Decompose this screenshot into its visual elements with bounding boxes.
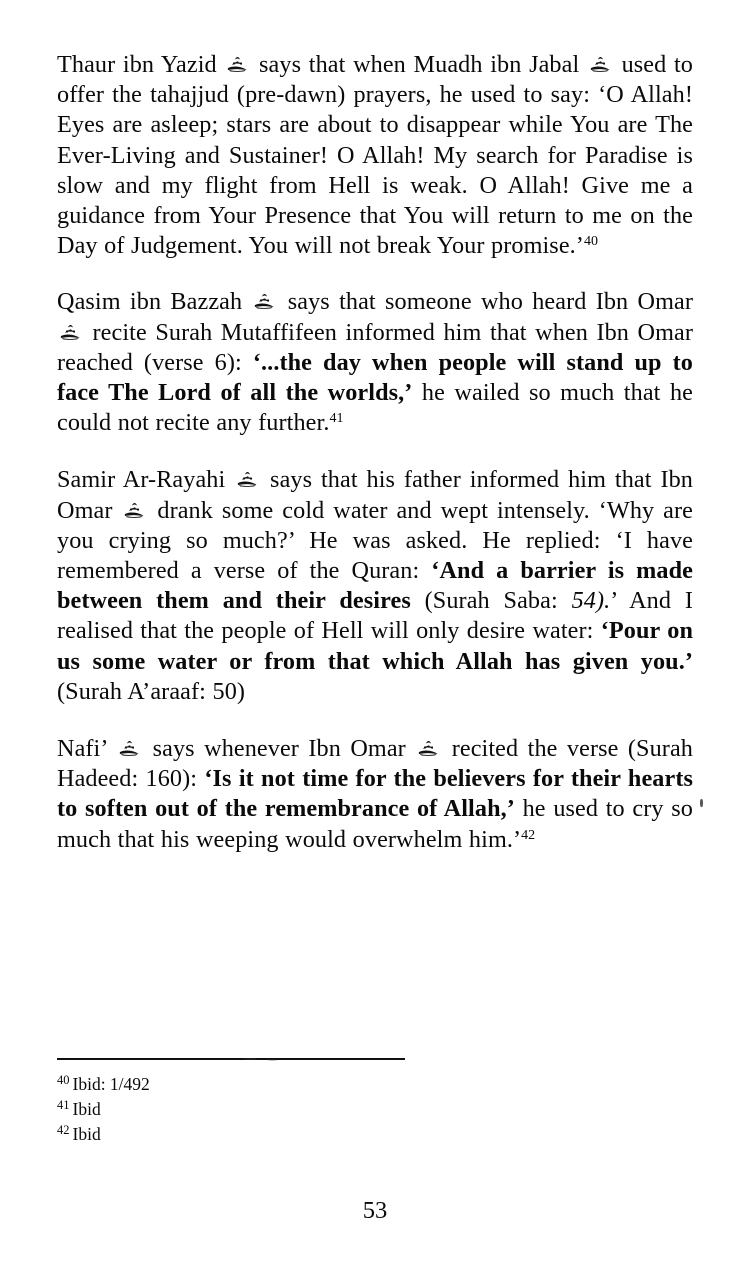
footnote-marker: 40 <box>57 1073 70 1087</box>
quran-quote-bold: ‘Pour on us some water or from that which Allah has given you.’ <box>57 617 693 675</box>
paragraph-nafi <box>57 734 693 855</box>
quran-quote-bold: ‘...the day when people will stand up to face The Lord of all the worlds,’ <box>57 348 693 407</box>
footnote-reference-42: 42 <box>521 827 536 843</box>
text-run: he wailed so much that he could not recite any further. <box>57 379 693 437</box>
radiyallahu-anhu-glyph-icon <box>122 501 147 521</box>
page-text-body <box>57 50 693 855</box>
text-run: recite Surah Mutaffifeen informed him that when Ibn Omar reached (verse 6): <box>57 318 693 376</box>
paragraph-thaur-ibn-yazid <box>57 50 693 261</box>
text-run: says that when Muadh ibn Jabal <box>251 51 587 78</box>
text-run: says whenever Ibn Omar <box>143 735 416 763</box>
radiyallahu-anhu-glyph-icon <box>58 323 83 343</box>
radiyallahu-anhu-glyph-icon <box>252 292 277 312</box>
radiyallahu-anhu-glyph-icon <box>235 470 260 490</box>
scan-speck <box>268 1059 277 1061</box>
text-run: used to offer the tahajjud (pre-dawn) prayers, he used to say: ‘O Allah! Eyes are asleep; stars are about to disappear while You are The Ever-Living and Sustainer! O Allah! My search for Paradise is slow and my flight from Hell is weak. O Allah! Give me a guidance from Your Presence that You will return to me on the Day of Judgement. You will not break Your promise.’ <box>57 51 693 260</box>
text-run: says that his father informed him that Ibn Omar <box>57 466 693 524</box>
radiyallahu-anhu-glyph-icon <box>225 55 250 75</box>
footnote-item <box>57 1072 457 1097</box>
scan-speck <box>700 799 703 807</box>
radiyallahu-anhu-glyph-icon <box>588 55 613 75</box>
page-number: 53 <box>362 1197 388 1224</box>
paragraph-samir-ar-rayahi <box>57 465 693 707</box>
surah-verse-italic: 54). <box>571 587 611 615</box>
text-run: drank some cold water and wept intensely. ‘Why are you crying so much?’ He was asked. He replied: ‘I have remembered a verse of the Quran: <box>57 496 693 585</box>
footnote-text: Ibid <box>72 1099 101 1119</box>
paragraph-qasim-ibn-bazzah <box>57 287 693 438</box>
quran-quote-bold: ‘Is it not time for the believers for their hearts to soften out of the remembrance of Allah,’ <box>57 765 693 823</box>
text-run: recited the verse (Surah Hadeed: 160): <box>57 735 693 793</box>
footnote-item <box>57 1097 457 1122</box>
text-run: Nafi’ <box>57 735 117 763</box>
footnote-separator-rule <box>57 1058 405 1060</box>
text-run: (Surah Saba: <box>410 587 572 615</box>
text-run: says that someone who heard Ibn Omar <box>278 288 693 316</box>
footnote-marker: 42 <box>57 1123 70 1137</box>
radiyallahu-anhu-glyph-icon <box>416 739 441 759</box>
footnote-item <box>57 1122 457 1147</box>
text-run: Samir Ar-Rayahi <box>57 466 235 494</box>
footnote-text: Ibid: 1/492 <box>72 1074 150 1094</box>
footnote-marker: 41 <box>57 1098 70 1112</box>
footnote-text: Ibid <box>72 1124 101 1144</box>
radiyallahu-anhu-glyph-icon <box>117 739 142 759</box>
footnote-reference-41: 41 <box>329 411 344 427</box>
text-run: Thaur ibn Yazid <box>57 51 225 78</box>
quran-quote-bold: ‘And a barrier is made between them and their desires <box>57 557 694 615</box>
text-run: he used to cry so much that his weeping would overwhelm him.’ <box>57 795 693 853</box>
footnote-list <box>57 1072 457 1147</box>
scan-speck <box>243 1058 257 1060</box>
text-run: ’ And I realised that the people of Hell will only desire water: <box>57 587 693 645</box>
text-run: (Surah A’araaf: 50) <box>57 677 246 705</box>
text-run: Qasim ibn Bazzah <box>57 288 252 316</box>
footnote-reference-40: 40 <box>583 234 598 250</box>
